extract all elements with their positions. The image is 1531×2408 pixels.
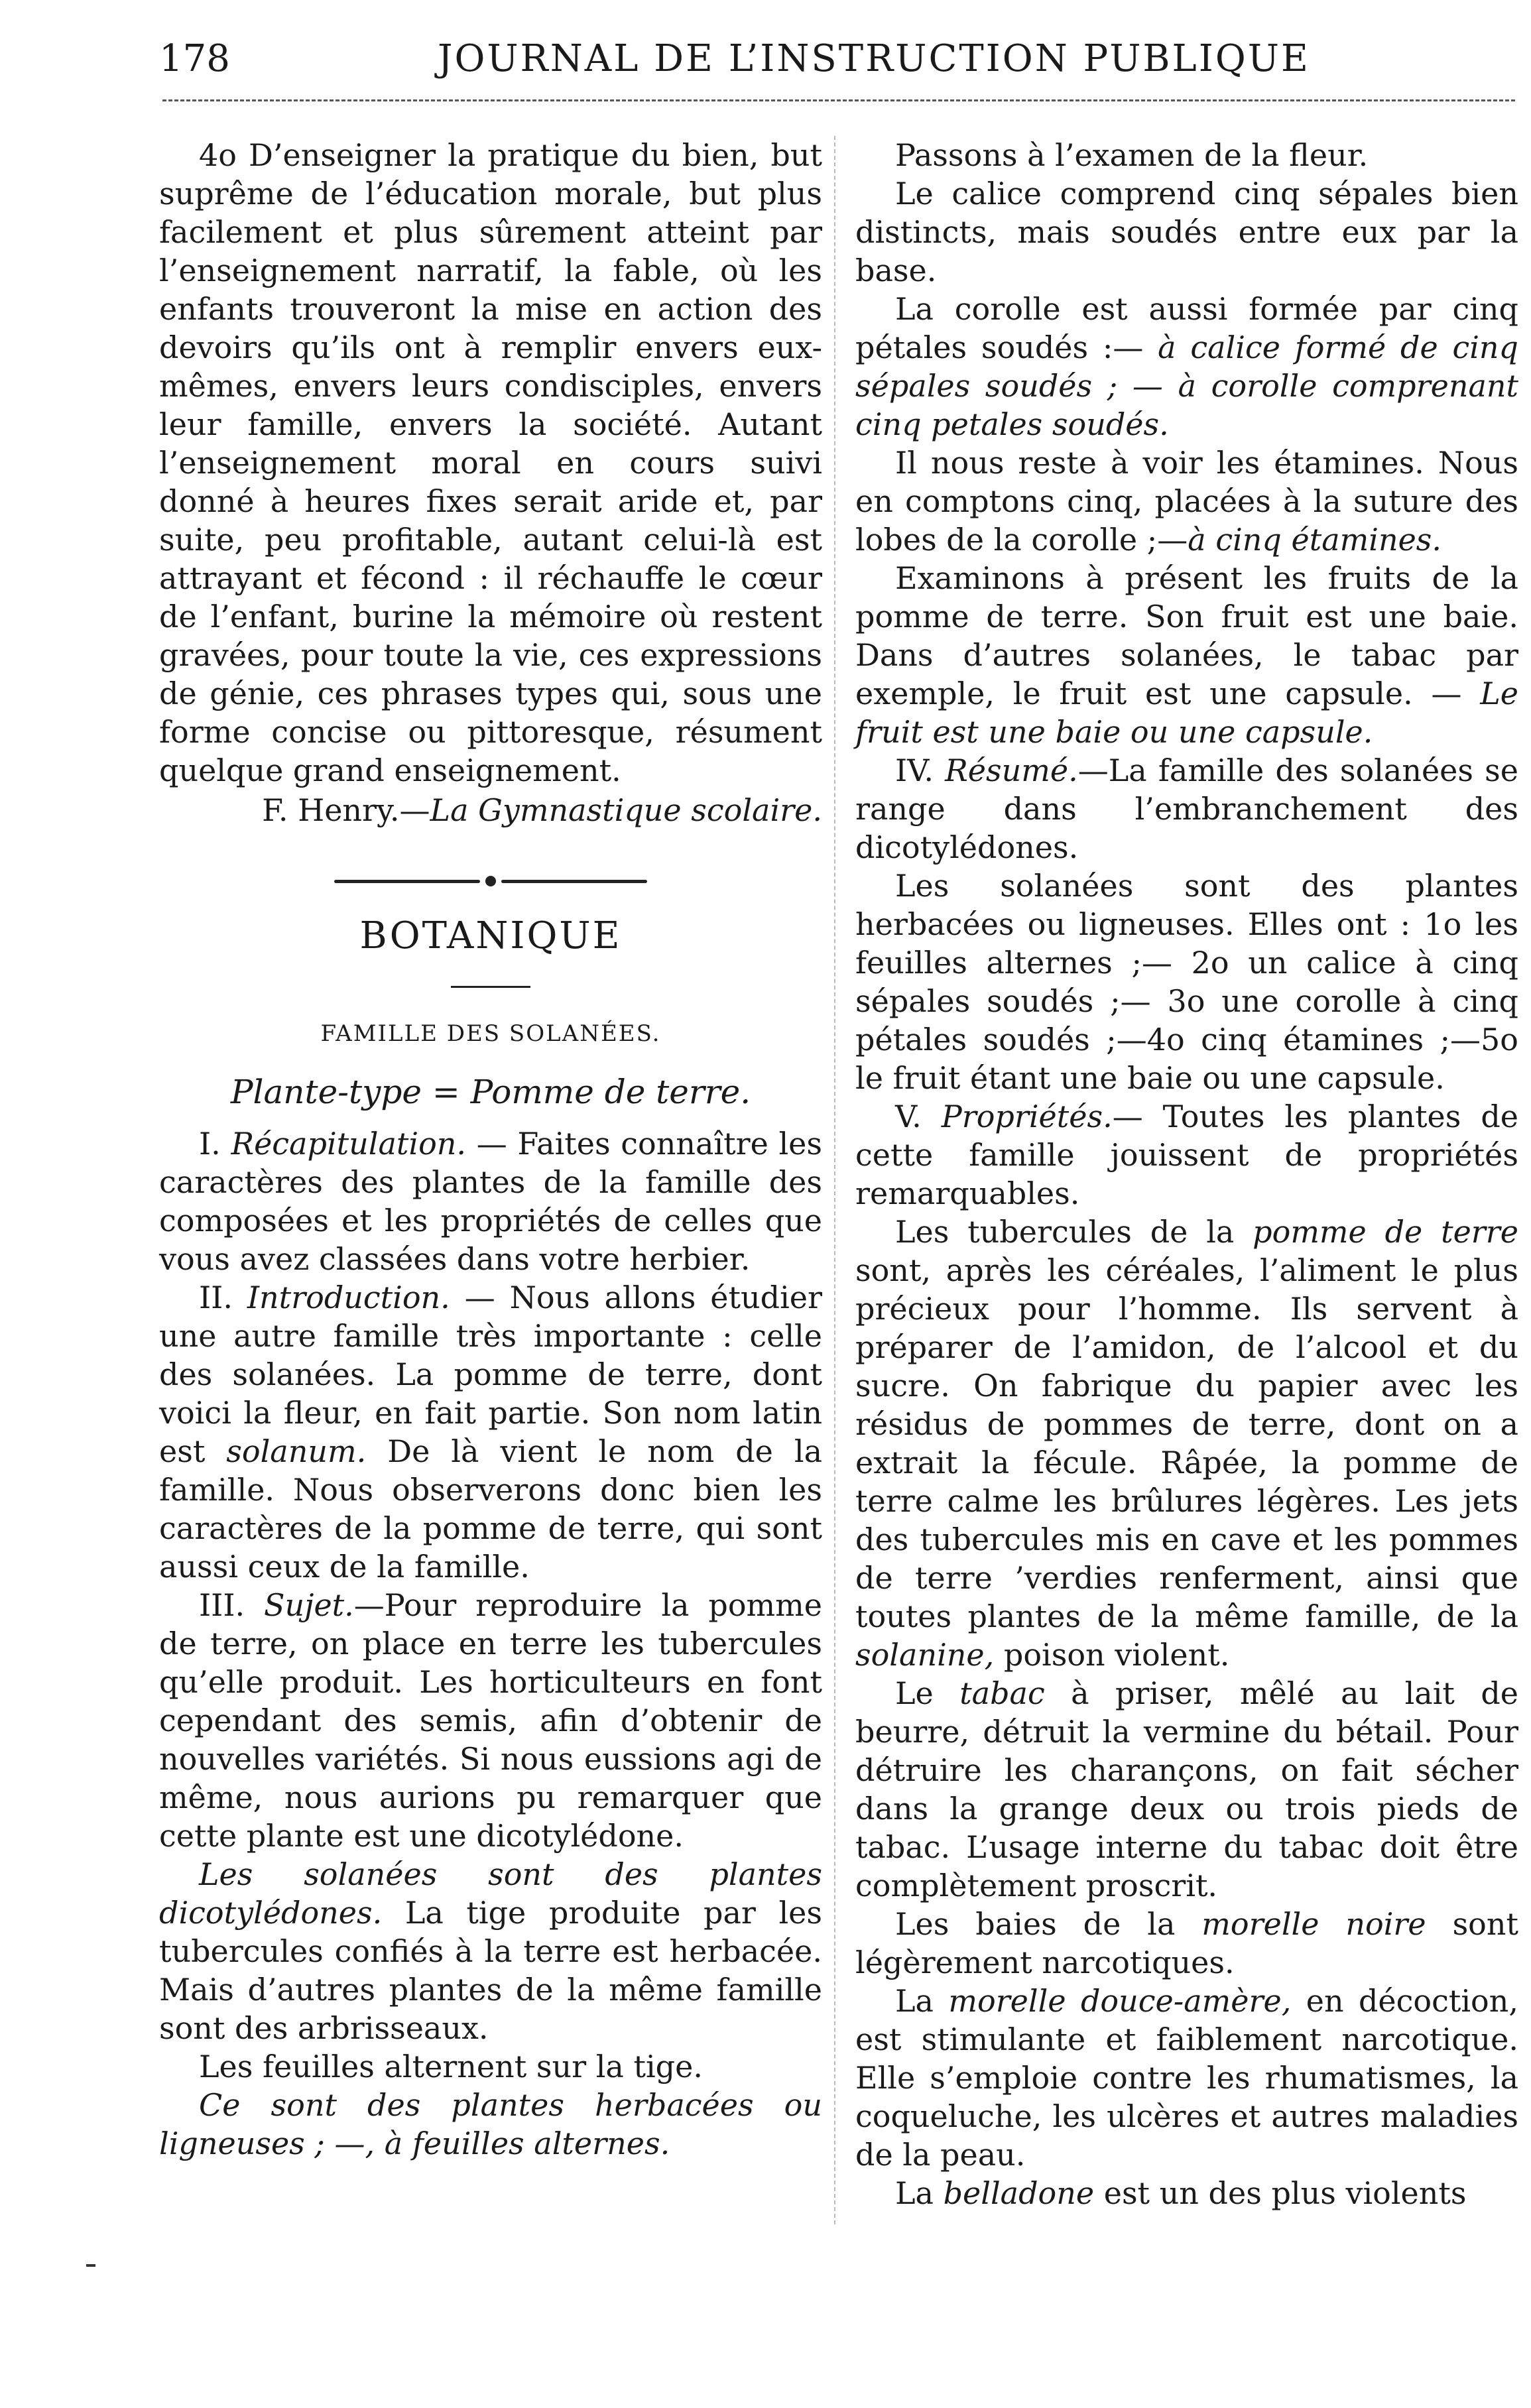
italic-term: belladone (943, 2175, 1095, 2211)
plant-type: Plante-type = Pomme de terre. (230, 1073, 751, 1111)
label: V. (895, 1099, 942, 1134)
heading: Récapitulation. (231, 1126, 467, 1162)
label: IV. (895, 752, 946, 788)
paragraph-tabac (855, 1674, 1518, 1905)
right-column (855, 136, 1518, 2212)
ornament-bar-left (334, 880, 480, 883)
paragraph-belladone (855, 2174, 1518, 2212)
text: sont, après les céréales, l’aliment le plus précieux pour l’homme. Ils servent à préparer de l’amidon, de l’alcool et du sucre. On fabrique du papier avec les résidus de pommes de terre, dont on a extrait la fécule. Râpée, la pomme de terre calme les brûlures légères. Les jets des tubercules mis en cave et les pommes de terre ’verdies renferment, ainsi que toutes plantes de la même famille, de la (855, 1252, 1518, 1634)
paragraph-proprietes (855, 1097, 1518, 1213)
latin-name: solanum. (226, 1433, 367, 1469)
label: III. (199, 1587, 265, 1623)
paragraph-calice: Le calice comprend cinq sépales bien distincts, mais soudés entre eux par la base. (855, 176, 1518, 288)
signature-source: La Gymnastique scolaire. (430, 792, 822, 828)
text: à priser, mêlé au lait de beurre, détruit la vermine du bétail. Pour détruire les charançons, on fait sécher dans la grange deux ou trois pieds de tabac. L’usage interne du tabac doit être complètement proscrit. (855, 1675, 1518, 1903)
paragraph-sujet (159, 1586, 822, 1855)
paragraph-fruits (855, 559, 1518, 751)
text: La (895, 2175, 944, 2211)
text: Le (895, 1675, 960, 1711)
section-subtitle: FAMILLE DES SOLANÉES. (320, 1020, 661, 1047)
text: — Nous allons étudier une autre famille très importante : celle des solanées. La pomme de terre, dont voici la fleur, en fait partie. Son nom latin est (159, 1280, 822, 1469)
heading: Propriétés. (941, 1099, 1113, 1134)
text: La (895, 1983, 949, 2019)
signature (159, 791, 822, 829)
paragraph-fleur: Passons à l’examen de la fleur. (895, 137, 1369, 173)
print-mark (86, 2264, 95, 2267)
italic-term: tabac (959, 1675, 1045, 1711)
heading: Résumé. (945, 752, 1078, 788)
text: —Pour reproduire la pomme de terre, on place en terre les tubercules qu’elle produit. Les horticulteurs en font cependant des semis, afin d’obtenir de nouvelles variétés. Si nous eussions agi de même, nous aurions pu remarquer que cette plante est une dicotylédone. (159, 1587, 822, 1854)
italic-term: pomme de terre (1253, 1214, 1518, 1250)
italic-summary: à calice formé de cinq sépales soudés ; — à corolle comprenant cinq petales soudés. (855, 330, 1519, 442)
text: sont légèrement narcotiques. (855, 1906, 1518, 1980)
ornament-dot (485, 876, 496, 886)
paragraph-recapitulation (159, 1124, 822, 1278)
section-title: BOTANIQUE (359, 914, 622, 957)
paragraph-introduction (159, 1278, 822, 1586)
section-ornament (159, 876, 822, 886)
paragraph-caracteres: Les solanées sont des plantes herbacées ou ligneuses. Elles ont : 1o les feuilles alternes ;— 2o un calice à cinq sépales soudés ;— 3o une corolle à cinq pétales soudés ;—4o cinq étamines ;—5o le fruit étant une baie ou une capsule. (855, 868, 1518, 1096)
text: Les baies de la (895, 1906, 1202, 1942)
text: — Faites connaître les caractères des plantes de la famille des composées et les propriétés de celles que vous avez classées dans votre herbier. (159, 1126, 822, 1277)
heading: Sujet. (264, 1587, 354, 1623)
page-number: 178 (159, 37, 230, 80)
paragraph-corolle (855, 290, 1518, 444)
paragraph-feuilles: Les feuilles alternent sur la tige. (199, 2049, 703, 2084)
italic-summary: à cinq étamines. (1188, 522, 1442, 558)
text: en décoction, est stimulante et faiblement narcotique. Elle s’emploie contre les rhumatismes, la coqueluche, les ulcères et autres maladies de la peau. (855, 1983, 1519, 2173)
heading: Introduction. (247, 1280, 450, 1315)
title-rule (451, 986, 530, 988)
text: La corolle est aussi formée par cinq pétales soudés :— (855, 291, 1518, 365)
paragraph-tubercules (855, 1213, 1518, 1674)
page-header (159, 29, 1518, 89)
paragraph-morelle-noire (855, 1905, 1518, 1982)
signature-author: F. Henry.— (262, 792, 430, 828)
text: La tige produite par les tubercules confiés à la terre est herbacée. Mais d’autres plantes de la même famille sont des arbrisseaux. (159, 1895, 822, 2046)
text: est un des plus violents (1094, 2175, 1467, 2211)
italic-summary: Le fruit est une baie ou une capsule. (855, 676, 1518, 750)
paragraph-conclusion: Ce sont des plantes herbacées ou ligneuses ; —, à feuilles alternes. (159, 2087, 822, 2161)
column-divider (834, 136, 835, 2224)
label: II. (199, 1280, 247, 1315)
label: I. (199, 1126, 231, 1162)
ornament-bar-right (501, 880, 647, 883)
italic-term: morelle noire (1201, 1906, 1426, 1942)
italic-summary: Les solanées sont des plantes dicotylédones. (159, 1856, 822, 1931)
text: Examinons à présent les fruits de la pomme de terre. Son fruit est une baie. Dans d’autres solanées, le tabac par exemple, le fruit est une capsule. — (855, 560, 1518, 711)
running-title: JOURNAL DE L’INSTRUCTION PUBLIQUE (438, 37, 1310, 80)
left-column (159, 136, 822, 2163)
paragraph-resume (855, 751, 1518, 867)
header-rule (162, 99, 1515, 101)
italic-term: solanine, (855, 1637, 995, 1673)
paragraph-douce-amere (855, 1982, 1518, 2174)
paragraph-etamines (855, 444, 1518, 559)
paragraph-dicotyledones (159, 1855, 822, 2047)
italic-term: morelle douce-amère, (948, 1983, 1292, 2019)
text: Les tubercules de la (895, 1214, 1253, 1250)
text: — Toutes les plantes de cette famille jouissent de propriétés remarquables. (855, 1099, 1518, 1211)
text: De là vient le nom de la famille. Nous observerons donc bien les caractères de la pomme de terre, qui sont aussi ceux de la famille. (159, 1433, 823, 1585)
text: poison violent. (994, 1637, 1230, 1673)
text: Il nous reste à voir les étamines. Nous en comptons cinq, placées à la suture des lobes de la corolle ;— (855, 445, 1518, 558)
text: —La famille des solanées se range dans l’embranchement des dicotylédones. (855, 752, 1518, 865)
intro-paragraph: 4o D’enseigner la pratique du bien, but suprême de l’éducation morale, but plus facilement et plus sûrement atteint par l’enseignement narratif, la fable, où les enfants trouveront la mise en action des devoirs qu’ils ont à remplir envers eux-mêmes, envers leurs condisciples, envers leur famille, envers la société. Autant l’enseignement moral en cours suivi donné à heures fixes serait aride et, par suite, peu profitable, autant celui-là est attrayant et fécond : il réchauffe le cœur de l’enfant, burine la mémoire où restent gravées, pour toute la vie, ces expressions de génie, ces phrases types qui, sous une forme concise ou pittoresque, résument quelque grand enseignement. (159, 137, 822, 788)
